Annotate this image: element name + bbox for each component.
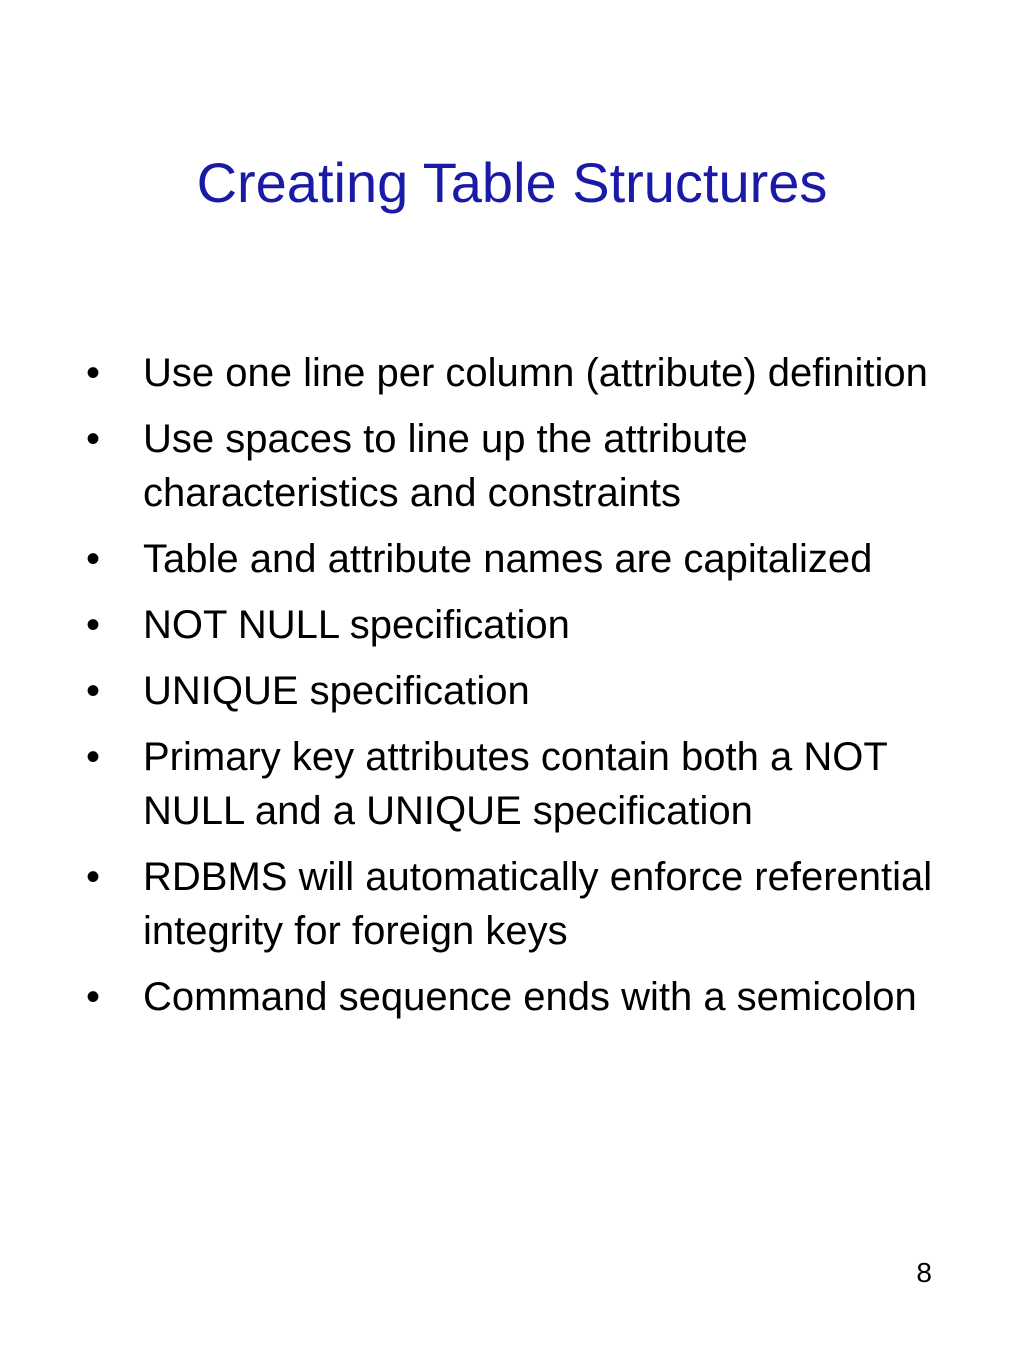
bullet-icon: •: [86, 975, 101, 1019]
bullet-icon: •: [86, 603, 101, 647]
bullet-item: [86, 730, 966, 838]
bullet-item: [86, 346, 966, 400]
bullet-icon: •: [86, 855, 101, 899]
page-number: 8: [916, 1257, 932, 1288]
bullet-icon: •: [86, 351, 101, 395]
bullet-text: RDBMS will automatically enforce referential integrity for foreign keys: [143, 855, 933, 953]
bullet-icon: •: [86, 669, 101, 713]
slide-title: Creating Table Structures: [196, 151, 828, 214]
bullet-icon: •: [86, 417, 101, 461]
bullet-text: Table and attribute names are capitalized: [143, 537, 873, 581]
bullet-icon: •: [86, 735, 101, 779]
bullet-icon: •: [86, 537, 101, 581]
bullet-item: [86, 970, 966, 1024]
bullet-item: [86, 850, 966, 958]
bullet-item: [86, 598, 966, 652]
bullet-text: Primary key attributes contain both a NOT NULL and a UNIQUE specification: [143, 735, 888, 833]
bullet-text: Command sequence ends with a semicolon: [143, 975, 917, 1019]
bullet-list: [86, 346, 966, 1036]
bullet-item: [86, 532, 966, 586]
bullet-item: [86, 412, 966, 520]
bullet-text: Use one line per column (attribute) definition: [143, 351, 928, 395]
bullet-item: [86, 664, 966, 718]
bullet-text: Use spaces to line up the attribute characteristics and constraints: [143, 417, 748, 515]
bullet-text: UNIQUE specification: [143, 669, 530, 713]
bullet-text: NOT NULL specification: [143, 603, 570, 647]
